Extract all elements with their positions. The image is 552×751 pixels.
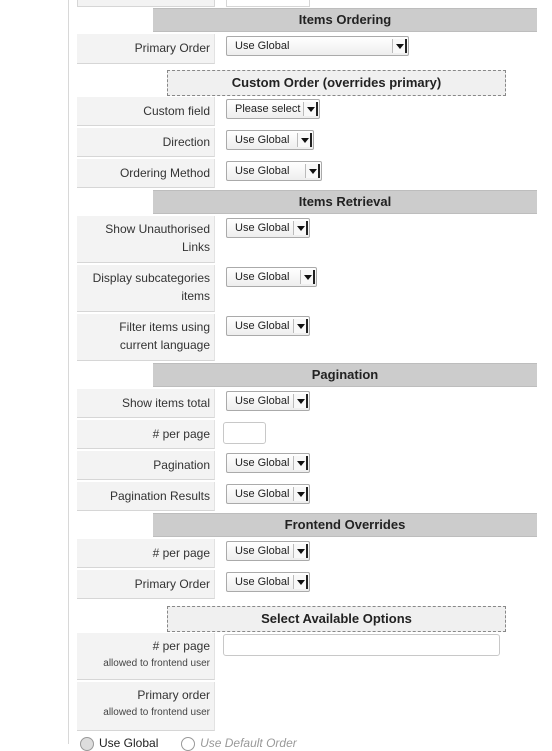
direction-select[interactable]	[226, 130, 314, 150]
chevron-down-icon	[297, 133, 311, 147]
show-unauthorised-label-line2: Links	[181, 240, 210, 254]
primary-order-select[interactable]	[226, 36, 409, 56]
filter-language-label-line2: current language	[119, 338, 210, 352]
primary-order-options-row	[80, 736, 297, 751]
chevron-down-icon	[305, 164, 319, 178]
show-items-total-select[interactable]	[226, 391, 310, 411]
custom-field-select[interactable]	[226, 99, 320, 119]
display-subcategories-value: Use Global	[235, 271, 290, 283]
filter-language-value: Use Global	[235, 320, 290, 332]
frontend-primary-order-value: Use Global	[235, 576, 290, 588]
display-subcategories-select[interactable]	[226, 267, 317, 287]
section-select-available-options: Select Available Options	[167, 606, 506, 632]
pagination-value: Use Global	[235, 457, 290, 469]
filter-language-label-line1: Filter items using	[119, 320, 210, 334]
frontend-per-page-label: # per page	[77, 539, 215, 568]
available-per-page-label-sub: allowed to frontend user	[103, 658, 210, 669]
pagination-results-select[interactable]	[226, 484, 310, 504]
chevron-down-icon	[300, 270, 314, 284]
display-subcategories-label-line1: Display subcategories	[92, 271, 210, 285]
ordering-method-value: Use Global	[235, 165, 290, 177]
chevron-down-icon	[293, 394, 307, 408]
chevron-down-icon	[293, 456, 307, 470]
frontend-per-page-select[interactable]	[226, 541, 310, 561]
chevron-down-icon	[303, 102, 317, 116]
custom-field-value: Please select	[235, 103, 301, 115]
frontend-primary-order-select[interactable]	[226, 572, 310, 592]
chevron-down-icon	[293, 575, 307, 589]
available-primary-order-label-main: Primary order	[137, 688, 210, 702]
use-global-radio-label: Use Global	[99, 736, 159, 750]
pagination-select[interactable]	[226, 453, 310, 473]
use-default-order-radio-label: Use Default Order	[200, 736, 297, 750]
filter-language-label	[77, 314, 215, 361]
display-subcategories-label-line2: items	[181, 289, 210, 303]
available-primary-order-label	[77, 682, 215, 731]
available-primary-order-label-sub: allowed to frontend user	[103, 707, 210, 718]
custom-field-label: Custom field	[77, 97, 215, 126]
display-subcategories-label	[77, 265, 215, 312]
pagination-results-value: Use Global	[235, 488, 290, 500]
pagination-label: Pagination	[77, 451, 215, 480]
primary-order-value: Use Global	[235, 40, 290, 52]
available-per-page-input[interactable]	[223, 634, 500, 656]
previous-row-select-stub	[226, 0, 310, 7]
available-per-page-label-main: # per page	[152, 639, 210, 653]
chevron-down-icon	[293, 544, 307, 558]
per-page-input[interactable]	[223, 422, 266, 444]
chevron-down-icon	[293, 221, 307, 235]
show-items-total-value: Use Global	[235, 395, 290, 407]
filter-language-select[interactable]	[226, 316, 310, 336]
frontend-primary-order-label: Primary Order	[77, 570, 215, 599]
ordering-method-select[interactable]	[226, 161, 322, 181]
chevron-down-icon	[293, 487, 307, 501]
section-items-ordering: Items Ordering	[153, 8, 537, 32]
ordering-method-label: Ordering Method	[77, 159, 215, 188]
per-page-label: # per page	[77, 420, 215, 449]
direction-value: Use Global	[235, 134, 290, 146]
frontend-per-page-value: Use Global	[235, 545, 290, 557]
show-unauthorised-value: Use Global	[235, 222, 290, 234]
section-items-retrieval: Items Retrieval	[153, 190, 537, 214]
chevron-down-icon	[293, 319, 307, 333]
pagination-results-label: Pagination Results	[77, 482, 215, 511]
show-unauthorised-select[interactable]	[226, 218, 310, 238]
section-custom-order: Custom Order (overrides primary)	[167, 70, 506, 96]
show-unauthorised-label	[77, 216, 215, 263]
chevron-down-icon	[392, 39, 406, 53]
section-frontend-overrides: Frontend Overrides	[153, 513, 537, 537]
previous-row-label-stub	[77, 0, 215, 7]
show-items-total-label: Show items total	[77, 389, 215, 418]
primary-order-label: Primary Order	[77, 34, 215, 64]
section-pagination: Pagination	[153, 363, 537, 387]
direction-label: Direction	[77, 128, 215, 157]
available-per-page-label	[77, 633, 215, 680]
show-unauthorised-label-line1: Show Unauthorised	[105, 222, 210, 236]
